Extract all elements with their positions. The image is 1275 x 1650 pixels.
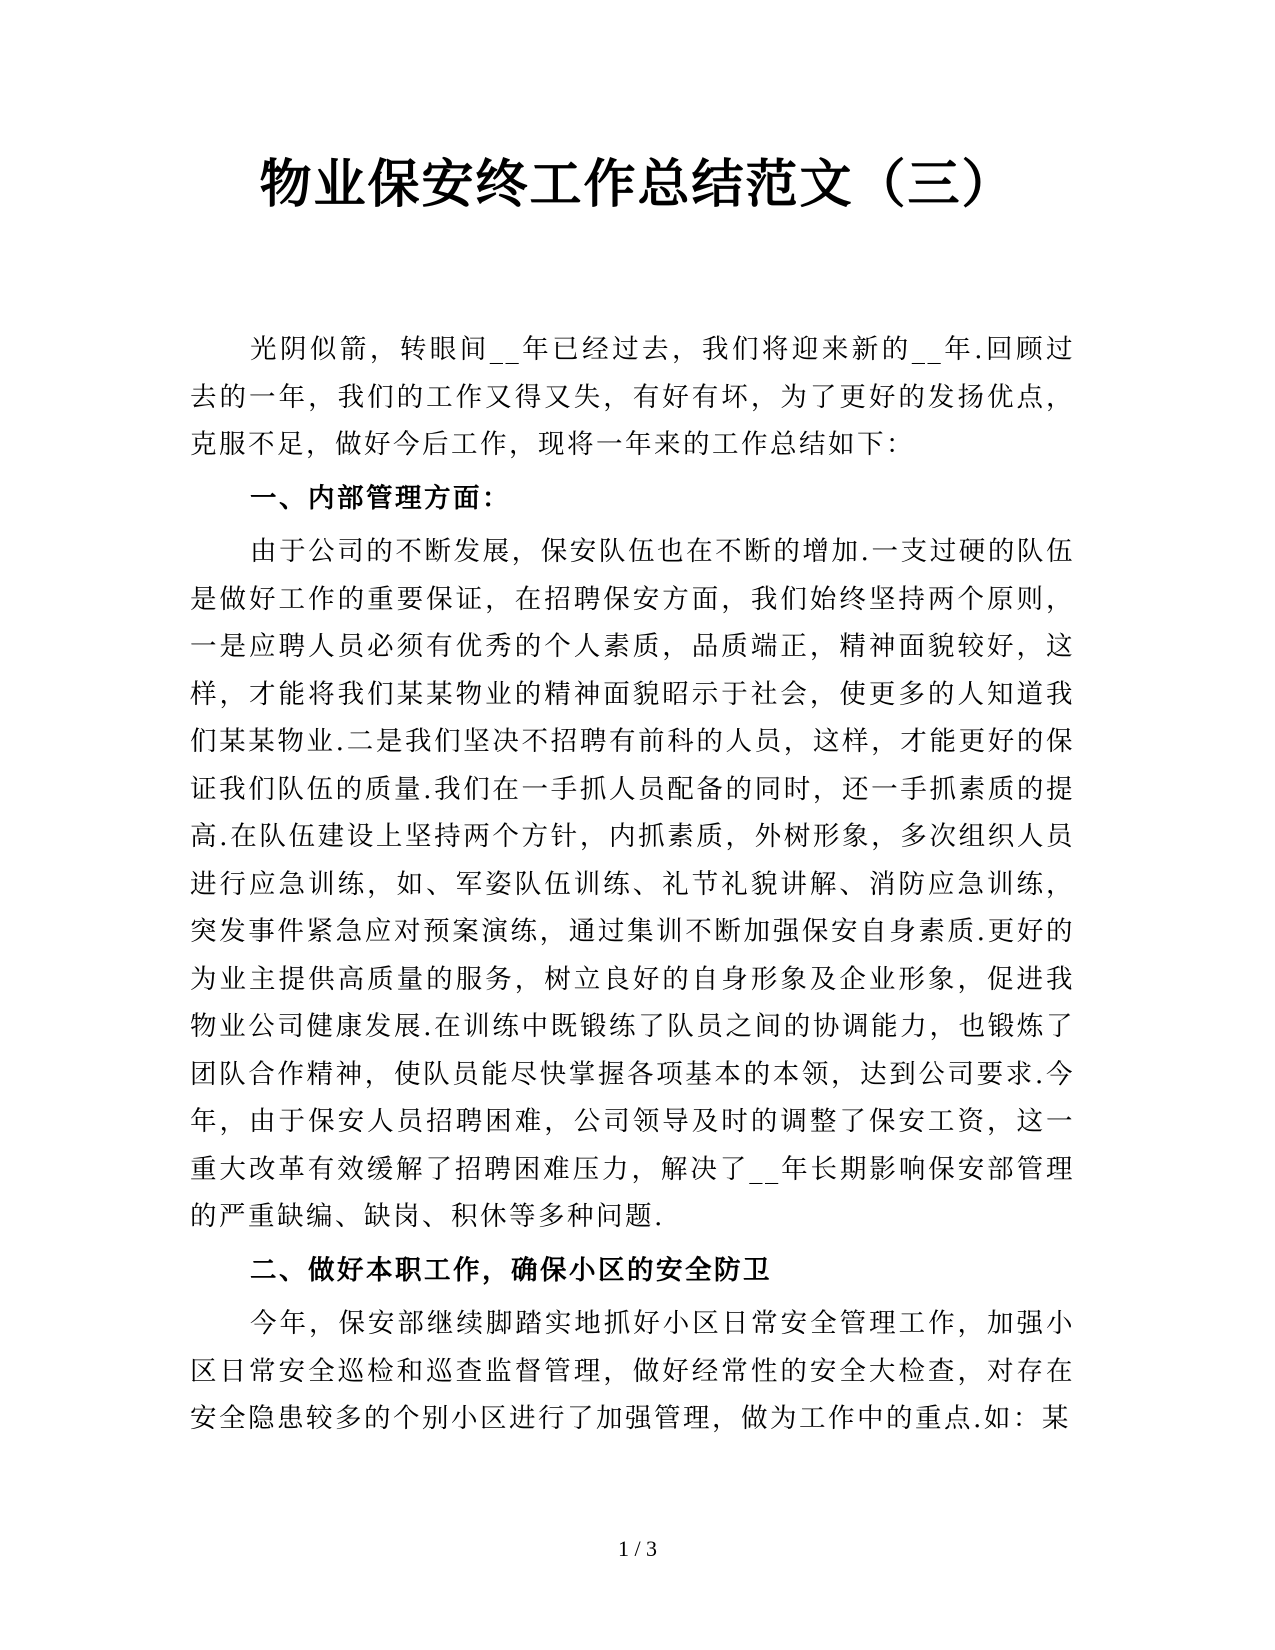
section-heading-internal-management: 一、内部管理方面：: [250, 482, 511, 514]
security-duty-paragraph: 今年，保安部继续脚踏实地抓好小区日常安全管理工作，加强小区日常安全巡检和巡查监督管理，做好经常性的安全大检查，对存在安全隐患较多的个别小区进行了加强管理，做为工作中的重点.如：某: [190, 1308, 1075, 1434]
intro-paragraph: 光阴似箭，转眼间__年已经过去，我们将迎来新的__年.回顾过去的一年，我们的工作又得又失，有好有坏，为了更好的发扬优点，克服不足，做好今后工作，现将一年来的工作总结如下：: [190, 334, 1075, 460]
section-heading-security-duty: 二、做好本职工作，确保小区的安全防卫: [250, 1254, 772, 1286]
page-number: 1 / 3: [617, 1536, 658, 1561]
document-title: 物业保安终工作总结范文（三）: [259, 154, 1016, 215]
internal-management-paragraph: 由于公司的不断发展，保安队伍也在不断的增加.一支过硬的队伍是做好工作的重要保证，在招聘保安方面，我们始终坚持两个原则，一是应聘人员必须有优秀的个人素质，品质端正，精神面貌较好，这样，才能将我们某某物业的精神面貌昭示于社会，使更多的人知道我们某某物业.二是我们坚决不招聘有前科的人员，这样，才能更好的保证我们队伍的质量.我们在一手抓人员配备的同时，还一手抓素质的提高.在队伍建设上坚持两个方针，内抓素质，外树形象，多次组织人员进行应急训练，如、军姿队伍训练、礼节礼貌讲解、消防应急训练，突发事件紧急应对预案演练，通过集训不断加强保安自身素质.更好的为业主提供高质量的服务，树立良好的自身形象及企业形象，促进我物业公司健康发展.在训练中既锻练了队员之间的协调能力，也锻炼了团队合作精神，使队员能尽快掌握各项基本的本领，达到公司要求.今年，由于保安人员招聘困难，公司领导及时的调整了保安工资，这一重大改革有效缓解了招聘困难压力，解决了__年长期影响保安部管理的严重缺编、缺岗、积休等多种问题.: [190, 536, 1075, 1232]
document-body: [190, 326, 1075, 1449]
